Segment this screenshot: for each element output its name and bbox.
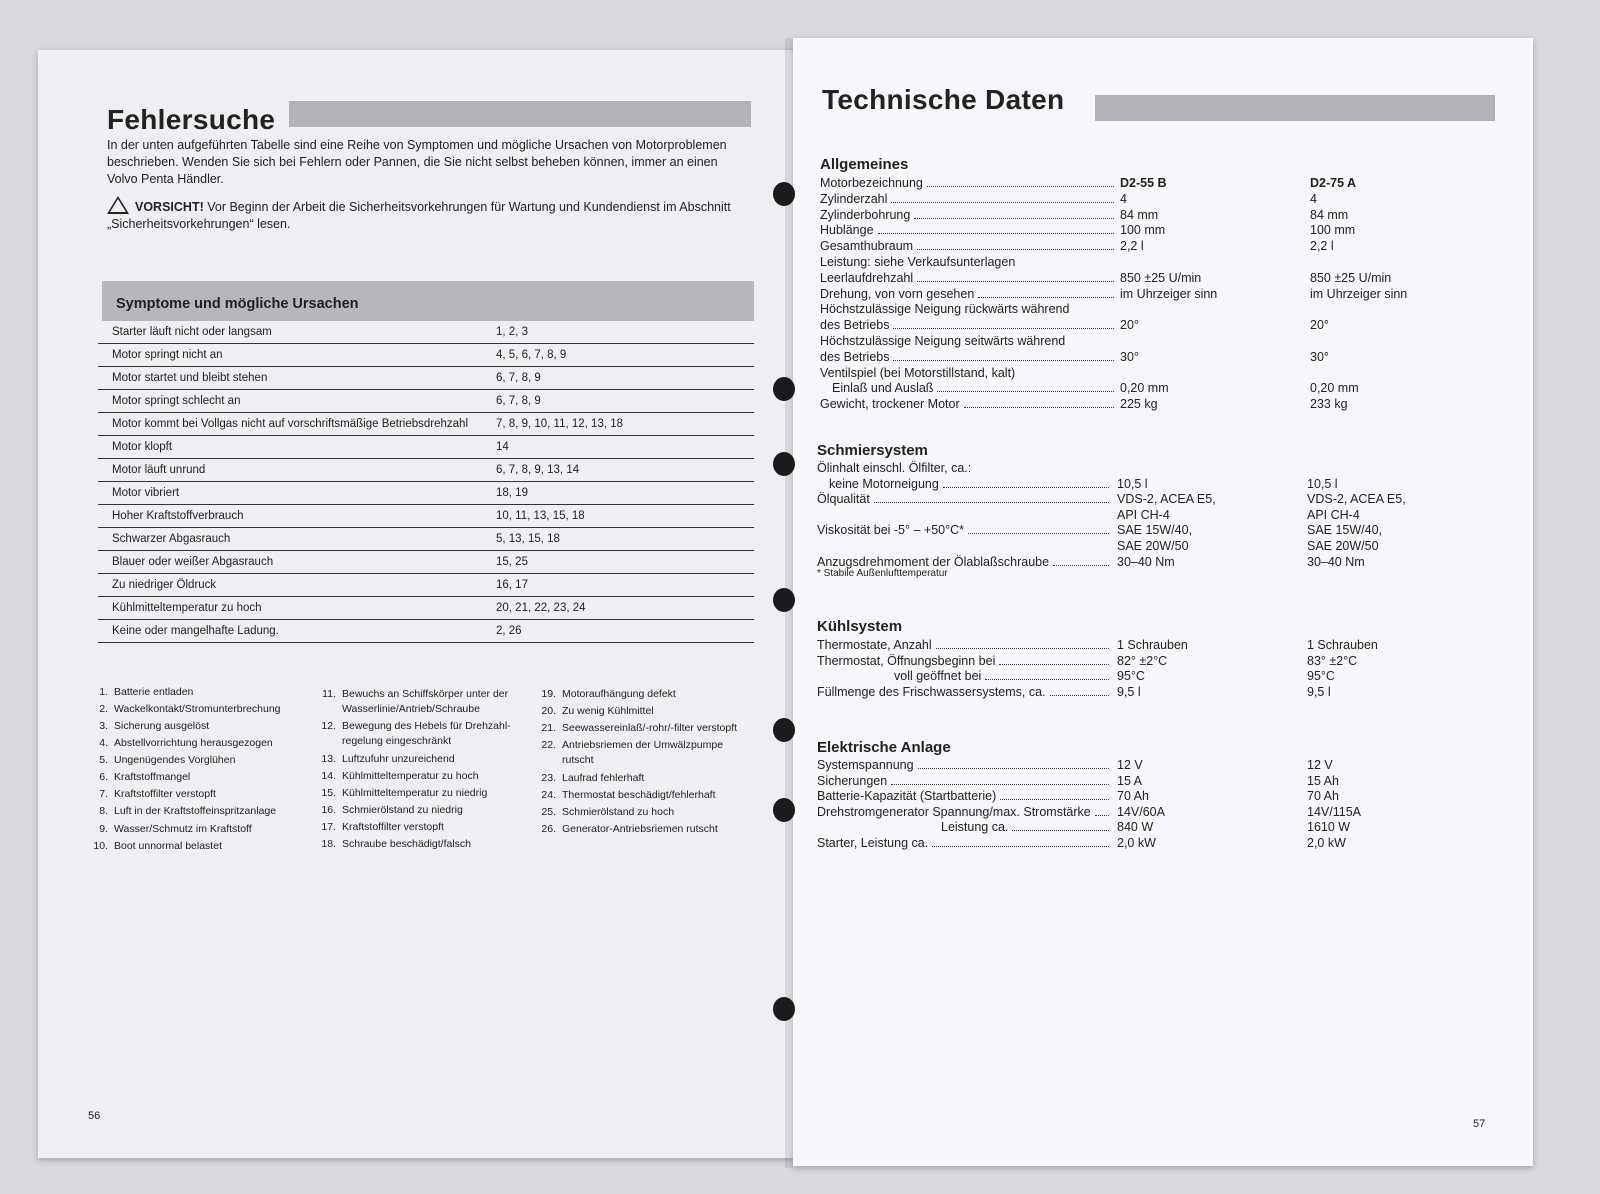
table-row [98, 436, 754, 459]
spec-value-d2-75a: 9,5 l [1307, 684, 1331, 699]
spec-label: Ölinhalt einschl. Ölfilter, ca.: [817, 461, 972, 475]
list-item [318, 719, 533, 749]
spec-value-d2-75a: 12 V [1307, 758, 1333, 772]
symptom-cell: Zu niedriger Öldruck [112, 579, 217, 591]
list-item [90, 804, 300, 819]
title-bar-left [289, 101, 751, 127]
list-item-text: Schraube beschädigt/falsch [342, 838, 471, 850]
list-item-number: 23. [541, 772, 556, 784]
spec-value-d2-55b: VDS-2, ACEA E5, [1117, 492, 1216, 507]
intro-text: In der unten aufgeführten Tabelle sind eine Reihe von Symptomen und mögliche Ursachen von Motorproblemen beschrieben. Wenden Sie sich bei Fehlern oder Pannen, die Sie nicht selbst beheben können, immer an einen Volvo Penta Händler. [107, 138, 727, 186]
spec-row [817, 523, 1507, 539]
spec-label: Ölqualität [817, 492, 870, 507]
list-item-number: 26. [541, 823, 556, 835]
table-row [98, 344, 754, 367]
list-item-text: Luftzufuhr unzureichend [342, 753, 455, 765]
list-item-text: Kühlmitteltemperatur zu niedrig [342, 787, 488, 799]
spec-value-d2-75a: 30° [1310, 349, 1329, 364]
symptom-table-header [102, 281, 754, 321]
spec-value-d2-75a: 100 mm [1310, 223, 1356, 238]
leader-dots [918, 768, 1109, 769]
spec-row [820, 208, 1510, 224]
spec-value-d2-75a: 83° ±2°C [1307, 653, 1358, 668]
spec-label: Motorbezeichnung [820, 176, 923, 190]
page-title-right: Technische Daten [822, 84, 1065, 115]
list-item-number: 6. [99, 771, 108, 783]
symptom-cell: Motor klopft [112, 441, 173, 453]
spec-row [817, 654, 1507, 670]
spec-label: Anzugsdrehmoment der Ölablaßschraube [817, 554, 1050, 569]
spec-label: Sicherungen [817, 773, 888, 788]
list-item-number: 5. [99, 754, 108, 766]
list-item-text: Wackelkontakt/Stromunterbrechung [114, 703, 281, 715]
spec-value-d2-55b: 95°C [1117, 669, 1145, 683]
leader-dots [1012, 830, 1109, 831]
warning-block [107, 196, 747, 233]
leader-dots [943, 487, 1109, 488]
list-item-number: 17. [321, 821, 336, 833]
spec-value-d2-55b: 10,5 l [1117, 476, 1148, 491]
spec-label: Thermostat, Öffnungsbeginn bei [817, 653, 996, 668]
list-item-text: Kühlmitteltemperatur zu hoch [342, 770, 479, 782]
spec-row [817, 758, 1507, 774]
spec-row [820, 381, 1510, 397]
spec-row [817, 638, 1507, 654]
list-item-number: 3. [99, 720, 108, 732]
spec-value-d2-55b: 100 mm [1120, 223, 1166, 238]
spec-value-d2-55b: 9,5 l [1117, 684, 1141, 699]
list-item-text: Sicherung ausgelöst [114, 720, 210, 732]
spec-label: Zylinderbohrung [820, 207, 911, 222]
list-item [538, 770, 748, 787]
list-item [90, 701, 300, 718]
spec-label: Füllmenge des Frischwassersystems, ca. [817, 684, 1046, 699]
list-item-text: Kraftstoffilter verstopft [342, 821, 444, 833]
list-item [318, 819, 533, 836]
causes-cell: 16, 17 [496, 579, 528, 591]
list-item-number: 15. [321, 787, 336, 799]
section-title-schmiersystem: Schmiersystem [817, 442, 928, 459]
leader-dots [927, 186, 1114, 187]
spec-row [817, 508, 1507, 524]
table-row [98, 505, 754, 528]
spec-label: des Betriebs [820, 318, 890, 333]
list-item-text: Generator-Antriebsriemen rutscht [562, 823, 718, 835]
list-item [538, 721, 748, 736]
list-item [318, 687, 533, 717]
spec-label: Thermostate, Anzahl [817, 638, 932, 652]
symptom-cell: Kühlmitteltemperatur zu hoch [112, 602, 262, 614]
causes-cell: 2, 26 [496, 625, 522, 637]
spec-label: Drehung, von vorn gesehen [820, 286, 975, 301]
page-number-right: 57 [1473, 1118, 1486, 1130]
spec-value-d2-55b: 70 Ah [1117, 789, 1149, 804]
spec-value-d2-55b: 0,20 mm [1120, 381, 1169, 396]
spec-row [817, 789, 1507, 805]
causes-cell: 5, 13, 15, 18 [496, 533, 560, 545]
leader-dots [917, 281, 1114, 282]
list-item [318, 785, 533, 802]
spec-label: keine Motorneigung [829, 476, 939, 491]
list-item-text: Wasser/Schmutz im Kraftstoff [114, 823, 252, 835]
causes-list-2 [318, 686, 533, 853]
spec-value-d2-55b: 1 Schrauben [1117, 638, 1188, 652]
leader-dots [1095, 815, 1109, 816]
spec-value-d2-75a: 1 Schrauben [1307, 638, 1378, 652]
symptom-cell: Blauer oder weißer Abgasrauch [112, 556, 274, 568]
symptom-table [98, 321, 754, 643]
page-number-left: 56 [88, 1110, 101, 1122]
spec-row [820, 287, 1510, 303]
spec-label: Viskosität bei -5° – +50°C* [817, 523, 964, 538]
list-item [538, 804, 748, 821]
spec-label: Ventilspiel (bei Motorstillstand, kalt) [820, 365, 1016, 380]
spec-value-d2-75a: 70 Ah [1307, 789, 1339, 804]
spec-label: voll geöffnet bei [894, 669, 982, 683]
warning-label: VORSICHT! [135, 200, 204, 214]
list-item-number: 12. [321, 720, 336, 732]
spec-value-d2-55b: 15 A [1117, 773, 1143, 788]
section-title-elektrik: Elektrische Anlage [817, 739, 951, 756]
spec-row [820, 350, 1510, 366]
spec-value-d2-75a: 10,5 l [1307, 476, 1338, 491]
leader-dots [932, 846, 1109, 847]
spec-value-d2-75a: im Uhrzeiger sinn [1310, 286, 1408, 301]
spec-row [817, 539, 1507, 555]
table-row [98, 459, 754, 482]
spec-value-d2-75a: 850 ±25 U/min [1310, 270, 1392, 285]
list-item [90, 769, 300, 786]
spec-value-d2-55b: 840 W [1117, 820, 1154, 835]
spec-value-d2-55b: 850 ±25 U/min [1120, 270, 1202, 285]
leader-dots [964, 407, 1114, 408]
symptom-table-title: Symptome und mögliche Ursachen [116, 296, 359, 312]
causes-cell: 6, 7, 8, 9 [496, 372, 541, 384]
spec-label: Starter, Leistung ca. [817, 836, 929, 850]
spec-label: Leistung ca. [941, 820, 1009, 835]
title-bar-right [1095, 95, 1495, 121]
spec-label: Zylinderzahl [820, 191, 888, 206]
leader-dots [914, 218, 1114, 219]
list-item-number: 25. [541, 806, 556, 818]
table-row [98, 528, 754, 551]
list-item-number: 21. [541, 722, 556, 734]
list-item [90, 735, 300, 752]
list-item [90, 821, 300, 838]
list-item-text: Motoraufhängung defekt [562, 688, 676, 700]
symptom-cell: Hoher Kraftstoffverbrauch [112, 510, 244, 522]
binder-hole [773, 798, 795, 822]
list-item-text: Batterie entladen [114, 686, 194, 698]
binder-hole [773, 588, 795, 612]
list-item-text: Antriebsriemen der Umwälzpumpe rutscht [562, 739, 724, 766]
list-item [318, 751, 533, 768]
list-item-text: Zu wenig Kühlmittel [562, 705, 654, 717]
spec-value-d2-75a: 84 mm [1310, 207, 1349, 222]
spec-value-d2-75a: 14V/115A [1307, 804, 1361, 819]
list-item-text: Kraftstoffilter verstopft [114, 788, 216, 800]
table-row [98, 367, 754, 390]
spec-row [820, 255, 1510, 271]
leader-dots [968, 533, 1109, 534]
spec-row [817, 685, 1507, 701]
causes-cell: 4, 5, 6, 7, 8, 9 [496, 349, 567, 361]
spec-value-d2-55b: im Uhrzeiger sinn [1120, 286, 1218, 301]
spec-value-d2-55b: 12 V [1117, 758, 1143, 772]
leader-dots [978, 297, 1114, 298]
leader-dots [891, 784, 1109, 785]
causes-list-3 [538, 686, 748, 838]
spec-value-d2-75a: 2,2 l [1310, 239, 1334, 254]
list-item-number: 10. [93, 840, 108, 852]
list-item-number: 4. [99, 737, 108, 749]
list-item-number: 18. [321, 838, 336, 850]
spec-row [817, 461, 1507, 477]
spec-value-d2-75a: 30–40 Nm [1307, 554, 1365, 569]
list-item-text: Schmierölstand zu hoch [562, 806, 675, 818]
table-row [98, 413, 754, 436]
binder-hole [773, 718, 795, 742]
spec-label: des Betriebs [820, 349, 890, 364]
list-item [538, 821, 748, 838]
leader-dots [1053, 565, 1109, 566]
spec-row [817, 774, 1507, 790]
leader-dots [1000, 799, 1109, 800]
spec-row [820, 302, 1510, 318]
symptom-cell: Motor springt nicht an [112, 349, 223, 361]
list-item-number: 20. [541, 705, 556, 717]
spec-value-d2-55b: 82° ±2°C [1117, 653, 1168, 668]
list-item [90, 752, 300, 769]
list-item-number: 9. [99, 823, 108, 835]
table-row [98, 321, 754, 344]
table-row [98, 574, 754, 597]
list-item [318, 802, 533, 819]
binder-hole [773, 452, 795, 476]
spec-value-d2-55b: 4 [1120, 191, 1127, 206]
list-item-number: 19. [541, 688, 556, 700]
leader-dots [936, 648, 1109, 649]
spec-value-d2-55b: 30° [1120, 349, 1139, 364]
list-item-text: Bewuchs an Schiffskörper unter der Wasserlinie/Antrieb/Schraube [342, 688, 509, 715]
list-item-number: 7. [99, 788, 108, 800]
symptom-cell: Motor vibriert [112, 487, 180, 499]
leader-dots [878, 233, 1114, 234]
spec-value-d2-55b: 20° [1120, 318, 1139, 333]
spec-value-d2-75a: 1610 W [1307, 820, 1351, 835]
spec-value-d2-75a: API CH-4 [1307, 507, 1360, 522]
table-row [98, 620, 754, 643]
list-item [538, 686, 748, 703]
spec-row [817, 836, 1507, 852]
symptom-cell: Starter läuft nicht oder langsam [112, 326, 272, 338]
symptom-cell: Keine oder mangelhafte Ladung. [112, 625, 279, 637]
spec-label: Einlaß und Auslaß [832, 381, 934, 396]
spec-label: Systemspannung [817, 758, 914, 772]
symptom-cell: Motor kommt bei Vollgas nicht auf vorschriftsmäßige Betriebsdrehzahl [112, 418, 469, 430]
list-item [318, 836, 533, 853]
binder-hole [773, 377, 795, 401]
list-item [90, 786, 300, 803]
list-item-text: Laufrad fehlerhaft [562, 772, 645, 784]
spec-value-d2-75a: 15 Ah [1307, 773, 1339, 788]
list-item-text: Bewegung des Hebels für Drehzahl-regelung eingeschränkt [342, 720, 511, 747]
causes-cell: 1, 2, 3 [496, 326, 528, 338]
spec-label: Höchstzulässige Neigung seitwärts während [820, 334, 1066, 348]
spec-value-d2-55b: 14V/60A [1117, 804, 1165, 819]
list-item-number: 2. [99, 703, 108, 715]
leader-dots [893, 360, 1114, 361]
spec-label: Leerlaufdrehzahl [820, 270, 914, 285]
list-item-number: 14. [321, 770, 336, 782]
table-row [98, 551, 754, 574]
spec-value-d2-75a: 2,0 kW [1307, 836, 1346, 850]
leader-dots [893, 328, 1114, 329]
spec-row [820, 192, 1510, 208]
spec-value-d2-55b: 2,2 l [1120, 239, 1144, 254]
spec-value-d2-55b: SAE 20W/50 [1117, 539, 1189, 553]
list-item-text: Ungenügendes Vorglühen [114, 754, 236, 766]
causes-list-1 [90, 684, 300, 855]
spec-row [820, 366, 1510, 382]
list-item [538, 787, 748, 804]
causes-cell: 18, 19 [496, 487, 528, 499]
section-title-kuehlsystem: Kühlsystem [817, 618, 903, 635]
leader-dots [917, 249, 1114, 250]
leader-dots [985, 679, 1109, 680]
leader-dots [937, 391, 1114, 392]
spec-value-d2-75a: SAE 20W/50 [1307, 539, 1379, 553]
causes-cell: 14 [496, 441, 509, 453]
spec-row [817, 492, 1507, 508]
spec-row [817, 820, 1507, 836]
spec-value-d2-75a: 0,20 mm [1310, 381, 1359, 396]
spec-row [820, 397, 1510, 413]
spec-label: Leistung: siehe Verkaufsunterlagen [820, 255, 1016, 269]
causes-cell: 15, 25 [496, 556, 528, 568]
binder-hole [773, 182, 795, 206]
spec-value-d2-55b: 2,0 kW [1117, 836, 1156, 850]
causes-cell: 10, 11, 13, 15, 18 [496, 510, 585, 522]
causes-cell: 7, 8, 9, 10, 11, 12, 13, 18 [496, 418, 624, 430]
spec-value-d2-75a: 4 [1310, 191, 1317, 206]
list-item-text: Abstellvorrichtung herausgezogen [114, 737, 273, 749]
spec-row [820, 271, 1510, 287]
list-item-text: Kraftstoffmangel [114, 771, 191, 783]
spec-value-d2-55b: 225 kg [1120, 397, 1158, 412]
list-item-text: Schmierölstand zu niedrig [342, 804, 463, 816]
list-item-text: Seewassereinlaß/-rohr/-filter verstopft [562, 722, 738, 734]
spec-value-d2-75a: 95°C [1307, 669, 1335, 683]
list-item [538, 703, 748, 720]
spec-row [817, 477, 1507, 493]
spec-row [817, 805, 1507, 821]
list-item-number: 22. [541, 739, 556, 751]
spec-value-d2-55b: API CH-4 [1117, 507, 1170, 522]
leader-dots [1050, 695, 1109, 696]
causes-cell: 20, 21, 22, 23, 24 [496, 602, 586, 614]
section-title-allgemeines: Allgemeines [820, 156, 909, 173]
spec-label: Drehstromgenerator Spannung/max. Stromstärke [817, 804, 1091, 819]
list-item [318, 768, 533, 785]
leader-dots [874, 502, 1109, 503]
binder-hole [773, 997, 795, 1021]
spec-label: Hublänge [820, 223, 874, 238]
spec-row [820, 334, 1510, 350]
warning-text: Vor Beginn der Arbeit die Sicherheitsvorkehrungen für Wartung und Kundendienst im Abschnitt „Sicherheitsvorkehrungen“ lesen. [107, 200, 731, 231]
list-item-number: 13. [321, 753, 336, 765]
leader-dots [891, 202, 1114, 203]
spec-label: Gesamthubraum [820, 239, 914, 254]
list-item-number: 8. [99, 805, 108, 817]
list-item [90, 684, 300, 701]
list-item [538, 738, 748, 768]
spec-value-d2-75a: 233 kg [1310, 397, 1348, 412]
causes-cell: 6, 7, 8, 9, 13, 14 [496, 464, 580, 476]
spec-value-d2-55b: SAE 15W/40, [1117, 523, 1193, 538]
table-row [98, 597, 754, 620]
spec-label: Gewicht, trockener Motor [820, 397, 960, 412]
warning-triangle-icon [107, 196, 129, 214]
table-row [98, 482, 754, 505]
symptom-cell: Motor läuft unrund [112, 464, 206, 476]
list-item [90, 838, 300, 855]
spec-row [820, 223, 1510, 239]
spec-value-d2-55b: 30–40 Nm [1117, 554, 1175, 569]
list-item-text: Luft in der Kraftstoffeinspritzanlage [114, 805, 277, 817]
spec-row [820, 318, 1510, 334]
page-title-left: Fehlersuche [107, 104, 276, 135]
spec-value-d2-75a: SAE 15W/40, [1307, 523, 1383, 538]
footnote: * Stabile Außenlufttemperatur [817, 568, 948, 579]
symptom-cell: Motor startet und bleibt stehen [112, 372, 268, 384]
spec-row [820, 176, 1510, 192]
list-item-number: 16. [321, 804, 336, 816]
spec-value-d2-55b: 84 mm [1120, 207, 1159, 222]
symptom-cell: Schwarzer Abgasrauch [112, 533, 231, 545]
list-item-number: 1. [99, 686, 108, 698]
spec-value-d2-75a: 20° [1310, 318, 1329, 333]
list-item-number: 24. [541, 789, 556, 801]
spec-row [820, 239, 1510, 255]
spec-value-d2-75a: D2-75 A [1310, 176, 1357, 190]
symptom-cell: Motor springt schlecht an [112, 395, 241, 407]
list-item [90, 718, 300, 735]
spec-row [817, 669, 1507, 685]
table-row [98, 390, 754, 413]
spec-label: Höchstzulässige Neigung rückwärts während [820, 302, 1070, 317]
spec-label: Batterie-Kapazität (Startbatterie) [817, 789, 997, 804]
causes-cell: 6, 7, 8, 9 [496, 395, 541, 407]
list-item-number: 11. [322, 688, 336, 700]
leader-dots [999, 664, 1109, 665]
list-item-text: Boot unnormal belastet [114, 840, 222, 852]
spec-value-d2-55b: D2-55 B [1120, 176, 1167, 190]
list-item-text: Thermostat beschädigt/fehlerhaft [562, 789, 716, 801]
spec-value-d2-75a: VDS-2, ACEA E5, [1307, 492, 1406, 507]
